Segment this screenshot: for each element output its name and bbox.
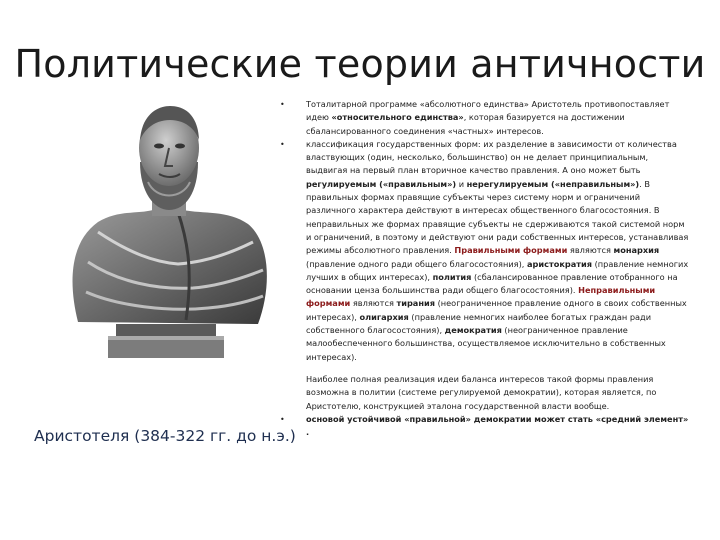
bullet-item: • Тоталитарной программе «абсолютного единства» Аристотель противопоставляет идею «относительного единства», которая базируется на достижении сбалансированного соединения «частных» интересов.	[280, 99, 670, 136]
bullet-marker: •	[280, 414, 285, 424]
bullet-marker: •	[280, 139, 285, 149]
slide-title: Политические теории античности	[14, 42, 706, 86]
bullet-item: • основой устойчивой «правильной» демократии может стать «средний элемент» .	[280, 413, 689, 438]
aristotle-bust-image	[58, 92, 278, 364]
portrait-caption: Аристотеля (384-322 гг. до н.э.)	[34, 427, 296, 445]
bullet-item: • классификация государственных форм: их разделение в зависимости от количества властвующих (один, несколько, большинство) он не делает принципиальным, выдвигая на первый план вторичное качество правления. А оно может быть регулируемым («правильным») и нерегулируемым («неправильным»). В правильных формах правящие субъекты через систему норм и ограничений различного характера действуют в интересах общественного благосостояния. В неправильных же формах правящие субъекты не сдерживаются такой системой норм и ограничений, в поэтому и действуют они ради собственных интересов, устанавливая режимы абсолютного правления. Правильными формами являются монархия (правление одного ради общего благосостояния), аристократия (правление немногих лучших в общих интересах), полития (сбалансированное правление отобранного на основании ценза большинства ради общего благосостояния). Неправильными формами являются тирания (неограниченное правление одного в своих собственных интересах), олигархия (правление немногих наиболее богатых граждан ради собственного благосостояния), демократия (неограниченное правление малообеспеченного большинства, осуществляемое исключительно в собственных интересах).	[280, 138, 689, 362]
bullet-item: Наиболее полная реализация идеи баланса интересов такой формы правления возможна в политии (системе регулируемой демократии), которая является, по Аристотелю, конструкцией эталона государственной власти вообще.	[306, 373, 657, 411]
bullet-marker: •	[280, 100, 285, 109]
bullet-list	[280, 98, 690, 439]
